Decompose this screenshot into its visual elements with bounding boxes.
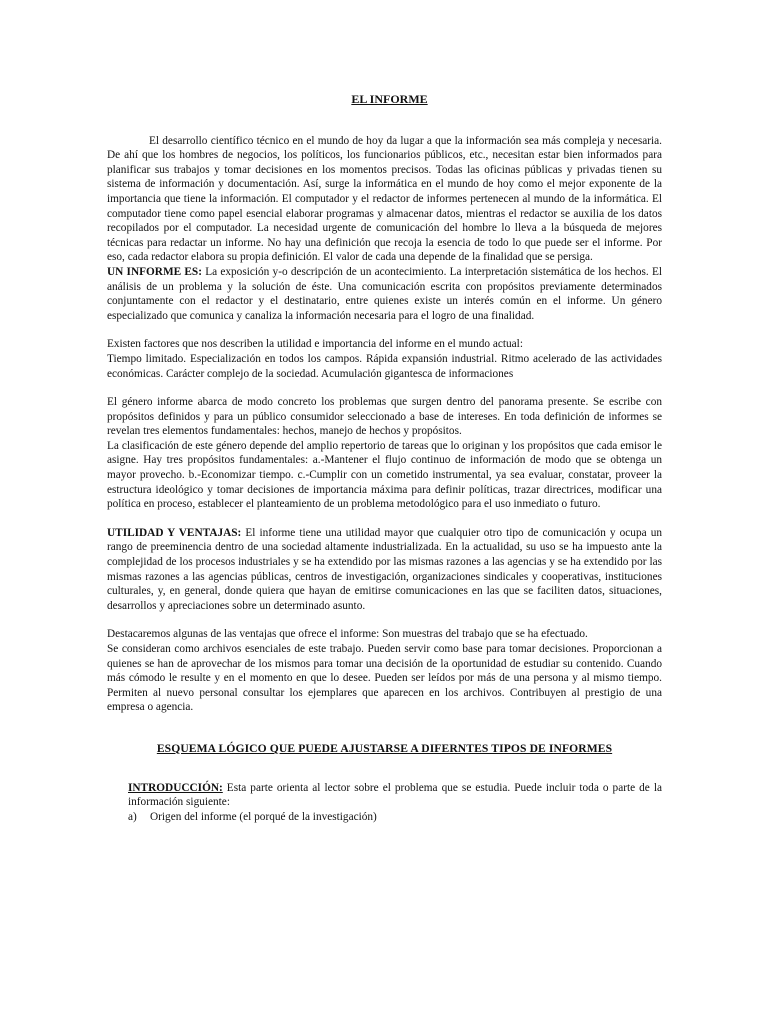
utility-text: El informe tiene una utilidad mayor que cualquier otro tipo de comunicación y ocupa un rango de preeminencia dentro de una sociedad altamente industrializada. En la actualidad, su uso se ha impuesto ante la complejidad de los procesos industriales y se ha extendido por las mismas razones a las agencias y se ha extendido por las mismas razones a las agencias públicas, centros de investigación, organizaciones sindicales y cooperativas, instituciones culturales, y, en general, donde quiera que hayan de emitirse comunicaciones en las que se faciliten datos, situaciones, desarrollos y apreciaciones sobre un determinado asunto. <box>107 526 662 612</box>
advantages-paragraph: Se consideran como archivos esenciales de este trabajo. Pueden servir como base para tomar decisiones. Proporcionan a quienes se han de aprovechar de los mismos para tomar una decisión de la oportunidad de estudiar su contenido. Cuando más cómodo le resulte y en el momento en que lo desee. Pueden ser leídos por más de una persona y al mismo tiempo. Permiten al nuevo personal consultar los ejemplares que aparecen en los archivos. Contribuyen al prestigio de una empresa o agencia. <box>107 643 662 714</box>
list-item-text: Origen del informe (el porqué de la investigación) <box>150 810 377 823</box>
utility-paragraph <box>107 526 662 614</box>
list-item <box>107 810 662 825</box>
list-marker: a) <box>128 810 137 823</box>
advantages-intro: Destacaremos algunas de las ventajas que ofrece el informe: Son muestras del trabajo que se ha efectuado. <box>107 628 588 641</box>
utility-label: UTILIDAD Y VENTAJAS: <box>107 526 242 539</box>
factors-intro: Existen factores que nos describen la utilidad e importancia del informe en el mundo actual: <box>107 338 523 351</box>
introduction-label: INTRODUCCIÓN: <box>128 781 223 794</box>
classification-paragraph: La clasificación de este género depende del amplio repertorio de tareas que lo originan y los propósitos que cada emisor le asigne. Hay tres propósitos fundamentales: a.-Mantener el flujo continuo de información de modo que se obtenga un mayor provecho. b.-Economizar tiempo. c.-Cumplir con un cometido instrumental, ya sea evaluar, constatar, proveer la estructura ideológico y tomar decisiones de importancia máxima para definir políticas, trazar directrices, modificar una política en proceso, establecer el planteamiento de un problema metodológico para el uso inmediato o futuro. <box>107 439 662 511</box>
introduction-text: Esta parte orienta al lector sobre el problema que se estudia. Puede incluir toda o parte de la información siguiente: <box>128 781 662 809</box>
intro-paragraph: El desarrollo científico técnico en el mundo de hoy da lugar a que la información sea más compleja y necesaria. De ahí que los hombres de negocios, los políticos, los funcionarios públicos, etc., necesitan estar bien informados para planificar sus trabajos y tomar decisiones en los momentos precisos. Todas las oficinas públicas y privadas tienen su sistema de información y documentación. Así, surge la informática en el mundo de hoy como el mejor exponente de la importancia que tiene la información. El computador y el redactor de informes pertenecen al mundo de la informática. El computador tiene como papel esencial elaborar programas y almacenar datos, mientras el redactor se auxilia de los datos recopilados por el computador. La necesidad urgente de comunicación del hombre lo lleva a la búsqueda de mejores técnicas para redactar un informe. No hay una definición que recoja la esencia de todo lo que puede ser el informe. Por eso, cada redactor elabora su propia definición. El valor de cada una depende de la finalidad que se persiga. <box>107 134 662 264</box>
document-title: EL INFORME <box>351 92 428 106</box>
definition-paragraph <box>107 265 662 323</box>
definition-label: UN INFORME ES: <box>107 265 202 278</box>
scheme-heading: ESQUEMA LÓGICO QUE PUEDE AJUSTARSE A DIFERNTES TIPOS DE INFORMES <box>156 741 613 755</box>
introduction-paragraph <box>107 781 662 810</box>
genre-paragraph: El género informe abarca de modo concreto los problemas que surgen dentro del panorama presente. Se escribe con propósitos definidos y para un público consumidor seleccionado a base de intereses. En toda definición de informes se revelan tres elementos fundamentales: hechos, manejo de hechos y propósitos. <box>107 396 662 438</box>
definition-text: La exposición y-o descripción de un acontecimiento. La interpretación sistemática de los hechos. El análisis de un problema y la solución de éste. Una comunicación escrita con propósitos previamente determinados conjuntamente con el redactor y el destinatario, entre quienes existe un interés común en el informe. Un género especializado que comunica y canaliza la información necesaria para el logro de una finalidad. <box>107 265 662 322</box>
factors-list: Tiempo limitado. Especialización en todos los campos. Rápida expansión industrial. Ritmo acelerado de las actividades económicas. Carácter complejo de la sociedad. Acumulación gigantesca de informaciones <box>107 352 662 380</box>
